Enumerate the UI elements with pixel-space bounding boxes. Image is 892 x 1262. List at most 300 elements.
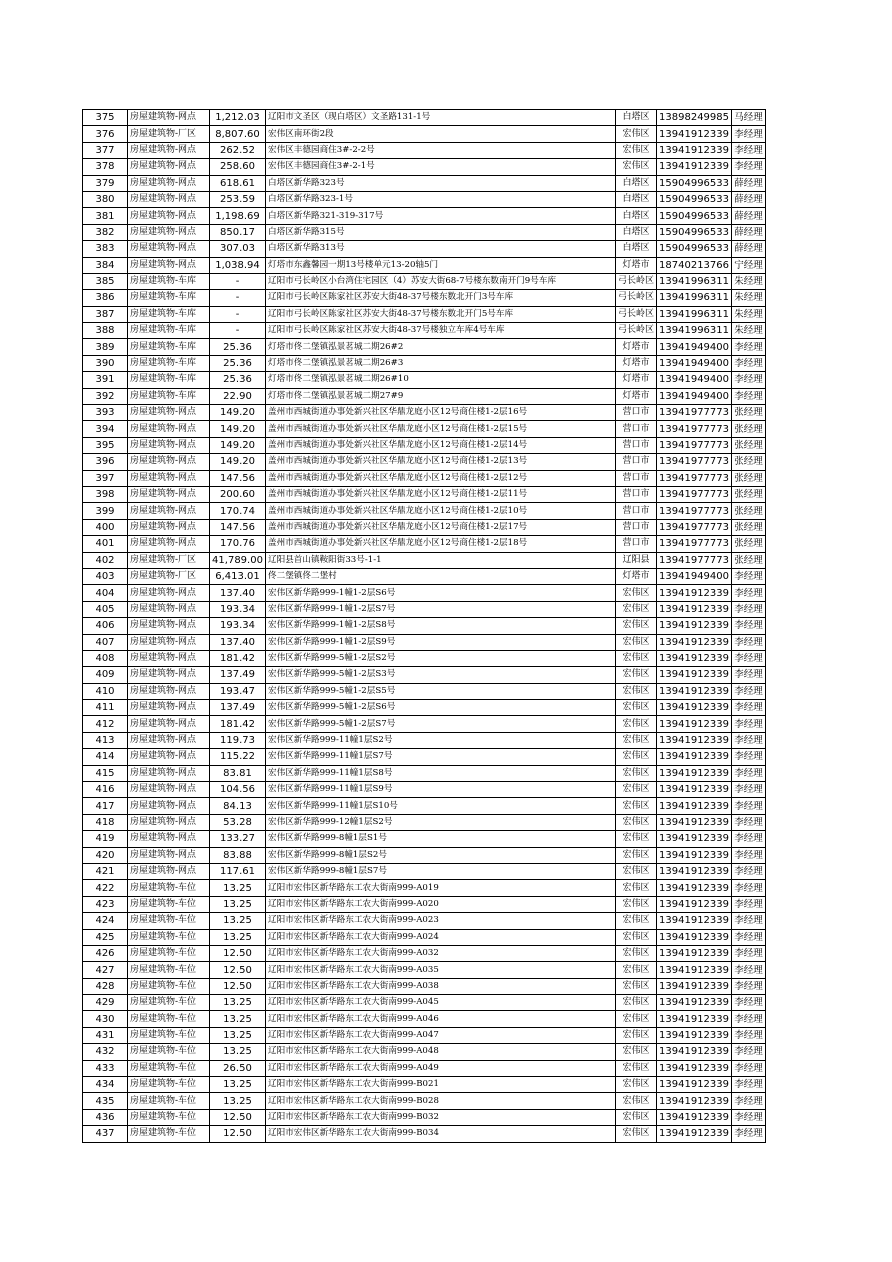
- contact-cell: 朱经理: [732, 290, 766, 306]
- area-cell: 149.20: [210, 421, 266, 437]
- area-cell: 12.50: [210, 1126, 266, 1142]
- contact-cell: 薛经理: [732, 175, 766, 191]
- row-number-cell: 435: [83, 1093, 128, 1109]
- row-number-cell: 429: [83, 995, 128, 1011]
- row-number-cell: 395: [83, 437, 128, 453]
- contact-cell: 李经理: [732, 765, 766, 781]
- asset-type-cell: 房屋建筑物-网点: [128, 847, 210, 863]
- area-cell: 12.50: [210, 1109, 266, 1125]
- contact-cell: 张经理: [732, 454, 766, 470]
- district-cell: 宏伟区: [616, 634, 657, 650]
- contact-cell: 李经理: [732, 700, 766, 716]
- table-row: [83, 847, 766, 863]
- table-row: [83, 814, 766, 830]
- district-cell: 宏伟区: [616, 1126, 657, 1142]
- area-cell: 1,212.03: [210, 110, 266, 126]
- area-cell: 137.40: [210, 634, 266, 650]
- phone-cell: 13941912339: [657, 618, 732, 634]
- row-number-cell: 383: [83, 241, 128, 257]
- asset-type-cell: 房屋建筑物-厂区: [128, 126, 210, 142]
- row-number-cell: 399: [83, 503, 128, 519]
- district-cell: 灯塔市: [616, 257, 657, 273]
- asset-type-cell: 房屋建筑物-网点: [128, 224, 210, 240]
- asset-type-cell: 房屋建筑物-网点: [128, 421, 210, 437]
- district-cell: 营口市: [616, 470, 657, 486]
- table-row: [83, 372, 766, 388]
- row-number-cell: 377: [83, 142, 128, 158]
- phone-cell: 18740213766: [657, 257, 732, 273]
- district-cell: 宏伟区: [616, 896, 657, 912]
- row-number-cell: 432: [83, 1044, 128, 1060]
- area-cell: -: [210, 306, 266, 322]
- table-row: [83, 716, 766, 732]
- contact-cell: 薛经理: [732, 224, 766, 240]
- address-cell: 宏伟区新华路999-11幢1层S8号: [266, 765, 616, 781]
- row-number-cell: 428: [83, 978, 128, 994]
- contact-cell: 李经理: [732, 1109, 766, 1125]
- district-cell: 弓长岭区: [616, 290, 657, 306]
- table-row: [83, 1060, 766, 1076]
- area-cell: 13.25: [210, 1011, 266, 1027]
- phone-cell: 13941996311: [657, 290, 732, 306]
- asset-type-cell: 房屋建筑物-网点: [128, 831, 210, 847]
- row-number-cell: 379: [83, 175, 128, 191]
- area-cell: 181.42: [210, 650, 266, 666]
- row-number-cell: 375: [83, 110, 128, 126]
- table-row: [83, 257, 766, 273]
- phone-cell: 13941977773: [657, 486, 732, 502]
- address-cell: 辽阳市宏伟区新华路东工农大街南999-A048: [266, 1044, 616, 1060]
- address-cell: 辽阳市宏伟区新华路东工农大街南999-B034: [266, 1126, 616, 1142]
- table-row: [83, 355, 766, 371]
- address-cell: 辽阳市文圣区（现白塔区）文圣路131-1号: [266, 110, 616, 126]
- address-cell: 白塔区新华路321-319-317号: [266, 208, 616, 224]
- table-row: [83, 405, 766, 421]
- asset-type-cell: 房屋建筑物-车库: [128, 339, 210, 355]
- district-cell: 宏伟区: [616, 1077, 657, 1093]
- row-number-cell: 401: [83, 536, 128, 552]
- area-cell: 83.88: [210, 847, 266, 863]
- phone-cell: 13941912339: [657, 732, 732, 748]
- phone-cell: 13941996311: [657, 306, 732, 322]
- area-cell: 149.20: [210, 437, 266, 453]
- table-row: [83, 454, 766, 470]
- asset-type-cell: 房屋建筑物-网点: [128, 667, 210, 683]
- row-number-cell: 403: [83, 568, 128, 584]
- contact-cell: 李经理: [732, 126, 766, 142]
- table-row: [83, 913, 766, 929]
- area-cell: 1,198.69: [210, 208, 266, 224]
- phone-cell: 13941912339: [657, 896, 732, 912]
- table-row: [83, 618, 766, 634]
- address-cell: 宏伟区新华路999-8幢1层S2号: [266, 847, 616, 863]
- district-cell: 灯塔市: [616, 355, 657, 371]
- asset-type-cell: 房屋建筑物-网点: [128, 257, 210, 273]
- address-cell: 白塔区新华路323号: [266, 175, 616, 191]
- contact-cell: 张经理: [732, 437, 766, 453]
- row-number-cell: 382: [83, 224, 128, 240]
- contact-cell: 李经理: [732, 1060, 766, 1076]
- phone-cell: 13941912339: [657, 159, 732, 175]
- address-cell: 盖州市西城街道办事处新兴社区华鼎龙庭小区12号商住楼1-2层14号: [266, 437, 616, 453]
- asset-type-cell: 房屋建筑物-车库: [128, 388, 210, 404]
- address-cell: 宏伟区新华路999-5幢1-2层S3号: [266, 667, 616, 683]
- address-cell: 宏伟区新华路999-5幢1-2层S2号: [266, 650, 616, 666]
- phone-cell: 15904996533: [657, 208, 732, 224]
- area-cell: 147.56: [210, 519, 266, 535]
- contact-cell: 李经理: [732, 847, 766, 863]
- row-number-cell: 424: [83, 913, 128, 929]
- table-row: [83, 765, 766, 781]
- area-cell: 41,789.00: [210, 552, 266, 568]
- phone-cell: 13941912339: [657, 847, 732, 863]
- row-number-cell: 419: [83, 831, 128, 847]
- district-cell: 宏伟区: [616, 1060, 657, 1076]
- table-row: [83, 1109, 766, 1125]
- address-cell: 灯塔市佟二堡镇泓景茗城二期26#10: [266, 372, 616, 388]
- phone-cell: 15904996533: [657, 175, 732, 191]
- asset-type-cell: 房屋建筑物-车库: [128, 290, 210, 306]
- asset-type-cell: 房屋建筑物-网点: [128, 601, 210, 617]
- contact-cell: 李经理: [732, 1126, 766, 1142]
- area-cell: 1,038.94: [210, 257, 266, 273]
- phone-cell: 13941996311: [657, 273, 732, 289]
- table-row: [83, 896, 766, 912]
- address-cell: 宏伟区新华路999-1幢1-2层S8号: [266, 618, 616, 634]
- row-number-cell: 394: [83, 421, 128, 437]
- table-row: [83, 388, 766, 404]
- address-cell: 辽阳市宏伟区新华路东工农大街南999-A045: [266, 995, 616, 1011]
- contact-cell: 李经理: [732, 355, 766, 371]
- table-row: [83, 536, 766, 552]
- asset-type-cell: 房屋建筑物-网点: [128, 191, 210, 207]
- area-cell: 149.20: [210, 405, 266, 421]
- row-number-cell: 416: [83, 782, 128, 798]
- area-cell: 133.27: [210, 831, 266, 847]
- district-cell: 宏伟区: [616, 1093, 657, 1109]
- table-row: [83, 323, 766, 339]
- address-cell: 宏伟区新华路999-11幢1层S7号: [266, 749, 616, 765]
- table-row: [83, 339, 766, 355]
- phone-cell: 15904996533: [657, 191, 732, 207]
- asset-type-cell: 房屋建筑物-车位: [128, 1093, 210, 1109]
- contact-cell: 张经理: [732, 470, 766, 486]
- asset-type-cell: 房屋建筑物-车位: [128, 1109, 210, 1125]
- asset-type-cell: 房屋建筑物-网点: [128, 175, 210, 191]
- row-number-cell: 389: [83, 339, 128, 355]
- asset-type-cell: 房屋建筑物-车位: [128, 880, 210, 896]
- phone-cell: 13941912339: [657, 683, 732, 699]
- table-row: [83, 683, 766, 699]
- address-cell: 辽阳市宏伟区新华路东工农大街南999-A038: [266, 978, 616, 994]
- phone-cell: 13941912339: [657, 1109, 732, 1125]
- phone-cell: 13941949400: [657, 339, 732, 355]
- contact-cell: 宁经理: [732, 257, 766, 273]
- area-cell: 22.90: [210, 388, 266, 404]
- phone-cell: 13941912339: [657, 1060, 732, 1076]
- district-cell: 宏伟区: [616, 667, 657, 683]
- row-number-cell: 386: [83, 290, 128, 306]
- area-cell: 13.25: [210, 1044, 266, 1060]
- contact-cell: 李经理: [732, 913, 766, 929]
- row-number-cell: 420: [83, 847, 128, 863]
- contact-cell: 张经理: [732, 486, 766, 502]
- table-row: [83, 519, 766, 535]
- asset-type-cell: 房屋建筑物-网点: [128, 454, 210, 470]
- table-row: [83, 863, 766, 879]
- table-row: [83, 945, 766, 961]
- asset-type-cell: 房屋建筑物-网点: [128, 519, 210, 535]
- asset-type-cell: 房屋建筑物-车位: [128, 962, 210, 978]
- table-row: [83, 306, 766, 322]
- address-cell: 辽阳市宏伟区新华路东工农大街南999-B021: [266, 1077, 616, 1093]
- district-cell: 灯塔市: [616, 372, 657, 388]
- district-cell: 宏伟区: [616, 618, 657, 634]
- asset-type-cell: 房屋建筑物-车位: [128, 1077, 210, 1093]
- contact-cell: 张经理: [732, 405, 766, 421]
- phone-cell: 13941912339: [657, 831, 732, 847]
- district-cell: 灯塔市: [616, 388, 657, 404]
- contact-cell: 李经理: [732, 372, 766, 388]
- row-number-cell: 430: [83, 1011, 128, 1027]
- row-number-cell: 378: [83, 159, 128, 175]
- area-cell: 149.20: [210, 454, 266, 470]
- phone-cell: 13941977773: [657, 519, 732, 535]
- address-cell: 辽阳市弓长岭区陈家社区苏安大街48-37号楼东数北开门3号车库: [266, 290, 616, 306]
- row-number-cell: 400: [83, 519, 128, 535]
- contact-cell: 马经理: [732, 110, 766, 126]
- area-cell: 53.28: [210, 814, 266, 830]
- district-cell: 营口市: [616, 421, 657, 437]
- row-number-cell: 392: [83, 388, 128, 404]
- asset-type-cell: 房屋建筑物-车位: [128, 896, 210, 912]
- phone-cell: 13941912339: [657, 913, 732, 929]
- district-cell: 营口市: [616, 486, 657, 502]
- row-number-cell: 427: [83, 962, 128, 978]
- asset-type-cell: 房屋建筑物-车库: [128, 306, 210, 322]
- address-cell: 宏伟区新华路999-8幢1层S7号: [266, 863, 616, 879]
- area-cell: 193.34: [210, 618, 266, 634]
- phone-cell: 15904996533: [657, 241, 732, 257]
- district-cell: 宏伟区: [616, 962, 657, 978]
- district-cell: 白塔区: [616, 241, 657, 257]
- area-cell: 147.56: [210, 470, 266, 486]
- area-cell: 26.50: [210, 1060, 266, 1076]
- address-cell: 宏伟区新华路999-1幢1-2层S7号: [266, 601, 616, 617]
- table-row: [83, 585, 766, 601]
- address-cell: 宏伟区新华路999-11幢1层S10号: [266, 798, 616, 814]
- district-cell: 宏伟区: [616, 798, 657, 814]
- area-cell: 25.36: [210, 339, 266, 355]
- asset-type-cell: 房屋建筑物-车位: [128, 1126, 210, 1142]
- table-row: [83, 552, 766, 568]
- phone-cell: 13941912339: [657, 782, 732, 798]
- district-cell: 白塔区: [616, 110, 657, 126]
- phone-cell: 13941912339: [657, 749, 732, 765]
- table-row: [83, 1093, 766, 1109]
- district-cell: 宏伟区: [616, 863, 657, 879]
- table-row: [83, 191, 766, 207]
- district-cell: 营口市: [616, 405, 657, 421]
- table-row: [83, 929, 766, 945]
- asset-type-cell: 房屋建筑物-网点: [128, 503, 210, 519]
- phone-cell: 13941912339: [657, 1093, 732, 1109]
- phone-cell: 13941949400: [657, 388, 732, 404]
- contact-cell: 李经理: [732, 716, 766, 732]
- district-cell: 宏伟区: [616, 880, 657, 896]
- area-cell: 8,807.60: [210, 126, 266, 142]
- phone-cell: 13941912339: [657, 585, 732, 601]
- area-cell: -: [210, 290, 266, 306]
- area-cell: 193.47: [210, 683, 266, 699]
- district-cell: 弓长岭区: [616, 273, 657, 289]
- asset-type-cell: 房屋建筑物-网点: [128, 405, 210, 421]
- address-cell: 辽阳市宏伟区新华路东工农大街南999-A023: [266, 913, 616, 929]
- district-cell: 宏伟区: [616, 995, 657, 1011]
- district-cell: 白塔区: [616, 191, 657, 207]
- district-cell: 宏伟区: [616, 1027, 657, 1043]
- phone-cell: 13941977773: [657, 421, 732, 437]
- row-number-cell: 433: [83, 1060, 128, 1076]
- address-cell: 宏伟区新华路999-1幢1-2层S6号: [266, 585, 616, 601]
- district-cell: 白塔区: [616, 208, 657, 224]
- address-cell: 白塔区新华路313号: [266, 241, 616, 257]
- phone-cell: 13941912339: [657, 142, 732, 158]
- contact-cell: 李经理: [732, 863, 766, 879]
- contact-cell: 李经理: [732, 749, 766, 765]
- contact-cell: 朱经理: [732, 306, 766, 322]
- district-cell: 宏伟区: [616, 749, 657, 765]
- table-row: [83, 995, 766, 1011]
- address-cell: 佟二堡镇佟二堡村: [266, 568, 616, 584]
- table-row: [83, 732, 766, 748]
- asset-type-cell: 房屋建筑物-网点: [128, 585, 210, 601]
- area-cell: 119.73: [210, 732, 266, 748]
- district-cell: 宏伟区: [616, 716, 657, 732]
- address-cell: 盖州市西城街道办事处新兴社区华鼎龙庭小区12号商住楼1-2层16号: [266, 405, 616, 421]
- phone-cell: 13941912339: [657, 863, 732, 879]
- district-cell: 营口市: [616, 519, 657, 535]
- contact-cell: 李经理: [732, 667, 766, 683]
- area-cell: 104.56: [210, 782, 266, 798]
- contact-cell: 李经理: [732, 142, 766, 158]
- row-number-cell: 397: [83, 470, 128, 486]
- phone-cell: 13941912339: [657, 995, 732, 1011]
- contact-cell: 李经理: [732, 1027, 766, 1043]
- contact-cell: 张经理: [732, 519, 766, 535]
- asset-type-cell: 房屋建筑物-车位: [128, 1060, 210, 1076]
- phone-cell: 13941949400: [657, 372, 732, 388]
- row-number-cell: 396: [83, 454, 128, 470]
- address-cell: 宏伟区新华路999-5幢1-2层S7号: [266, 716, 616, 732]
- phone-cell: 13898249985: [657, 110, 732, 126]
- area-cell: 12.50: [210, 945, 266, 961]
- address-cell: 灯塔市佟二堡镇泓景茗城二期27#9: [266, 388, 616, 404]
- table-row: [83, 568, 766, 584]
- address-cell: 宏伟区新华路999-12幢1层S2号: [266, 814, 616, 830]
- address-cell: 宏伟区新华路999-1幢1-2层S9号: [266, 634, 616, 650]
- contact-cell: 李经理: [732, 159, 766, 175]
- district-cell: 宏伟区: [616, 585, 657, 601]
- area-cell: 13.25: [210, 1027, 266, 1043]
- contact-cell: 李经理: [732, 1077, 766, 1093]
- address-cell: 辽阳市宏伟区新华路东工农大街南999-A035: [266, 962, 616, 978]
- phone-cell: 13941977773: [657, 437, 732, 453]
- table-row: [83, 1027, 766, 1043]
- asset-type-cell: 房屋建筑物-车库: [128, 355, 210, 371]
- phone-cell: 13941912339: [657, 798, 732, 814]
- row-number-cell: 409: [83, 667, 128, 683]
- area-cell: 13.25: [210, 913, 266, 929]
- district-cell: 弓长岭区: [616, 323, 657, 339]
- area-cell: 181.42: [210, 716, 266, 732]
- area-cell: 850.17: [210, 224, 266, 240]
- contact-cell: 李经理: [732, 650, 766, 666]
- row-number-cell: 414: [83, 749, 128, 765]
- asset-type-cell: 房屋建筑物-车位: [128, 1027, 210, 1043]
- table-row: [83, 421, 766, 437]
- asset-type-cell: 房屋建筑物-车库: [128, 273, 210, 289]
- phone-cell: 13941912339: [657, 765, 732, 781]
- address-cell: 宏伟区新华路999-5幢1-2层S6号: [266, 700, 616, 716]
- table-row: [83, 159, 766, 175]
- row-number-cell: 413: [83, 732, 128, 748]
- contact-cell: 李经理: [732, 634, 766, 650]
- asset-type-cell: 房屋建筑物-网点: [128, 437, 210, 453]
- address-cell: 辽阳市宏伟区新华路东工农大街南999-A019: [266, 880, 616, 896]
- district-cell: 宏伟区: [616, 929, 657, 945]
- table-row: [83, 126, 766, 142]
- address-cell: 盖州市西城街道办事处新兴社区华鼎龙庭小区12号商住楼1-2层10号: [266, 503, 616, 519]
- contact-cell: 李经理: [732, 388, 766, 404]
- contact-cell: 李经理: [732, 1093, 766, 1109]
- contact-cell: 李经理: [732, 880, 766, 896]
- contact-cell: 薛经理: [732, 208, 766, 224]
- table-row: [83, 142, 766, 158]
- asset-type-cell: 房屋建筑物-网点: [128, 241, 210, 257]
- contact-cell: 张经理: [732, 421, 766, 437]
- address-cell: 辽阳市弓长岭区小台湾住宅园区（4）苏安大街68-7号楼东数南开门9号车库: [266, 273, 616, 289]
- asset-table: [82, 109, 766, 1143]
- area-cell: 13.25: [210, 995, 266, 1011]
- area-cell: 115.22: [210, 749, 266, 765]
- area-cell: -: [210, 323, 266, 339]
- address-cell: 辽阳市宏伟区新华路东工农大街南999-A020: [266, 896, 616, 912]
- table-row: [83, 224, 766, 240]
- district-cell: 宏伟区: [616, 601, 657, 617]
- asset-type-cell: 房屋建筑物-车位: [128, 1044, 210, 1060]
- asset-type-cell: 房屋建筑物-网点: [128, 618, 210, 634]
- district-cell: 宏伟区: [616, 831, 657, 847]
- contact-cell: 李经理: [732, 339, 766, 355]
- row-number-cell: 388: [83, 323, 128, 339]
- address-cell: 盖州市西城街道办事处新兴社区华鼎龙庭小区12号商住楼1-2层12号: [266, 470, 616, 486]
- address-cell: 宏伟区南环街2段: [266, 126, 616, 142]
- address-cell: 宏伟区新华路999-11幢1层S2号: [266, 732, 616, 748]
- asset-type-cell: 房屋建筑物-车位: [128, 913, 210, 929]
- row-number-cell: 425: [83, 929, 128, 945]
- address-cell: 辽阳市宏伟区新华路东工农大街南999-A032: [266, 945, 616, 961]
- asset-type-cell: 房屋建筑物-网点: [128, 486, 210, 502]
- row-number-cell: 418: [83, 814, 128, 830]
- table-row: [83, 290, 766, 306]
- area-cell: 13.25: [210, 1077, 266, 1093]
- contact-cell: 李经理: [732, 1011, 766, 1027]
- row-number-cell: 405: [83, 601, 128, 617]
- district-cell: 辽阳县: [616, 552, 657, 568]
- row-number-cell: 381: [83, 208, 128, 224]
- address-cell: 盖州市西城街道办事处新兴社区华鼎龙庭小区12号商住楼1-2层11号: [266, 486, 616, 502]
